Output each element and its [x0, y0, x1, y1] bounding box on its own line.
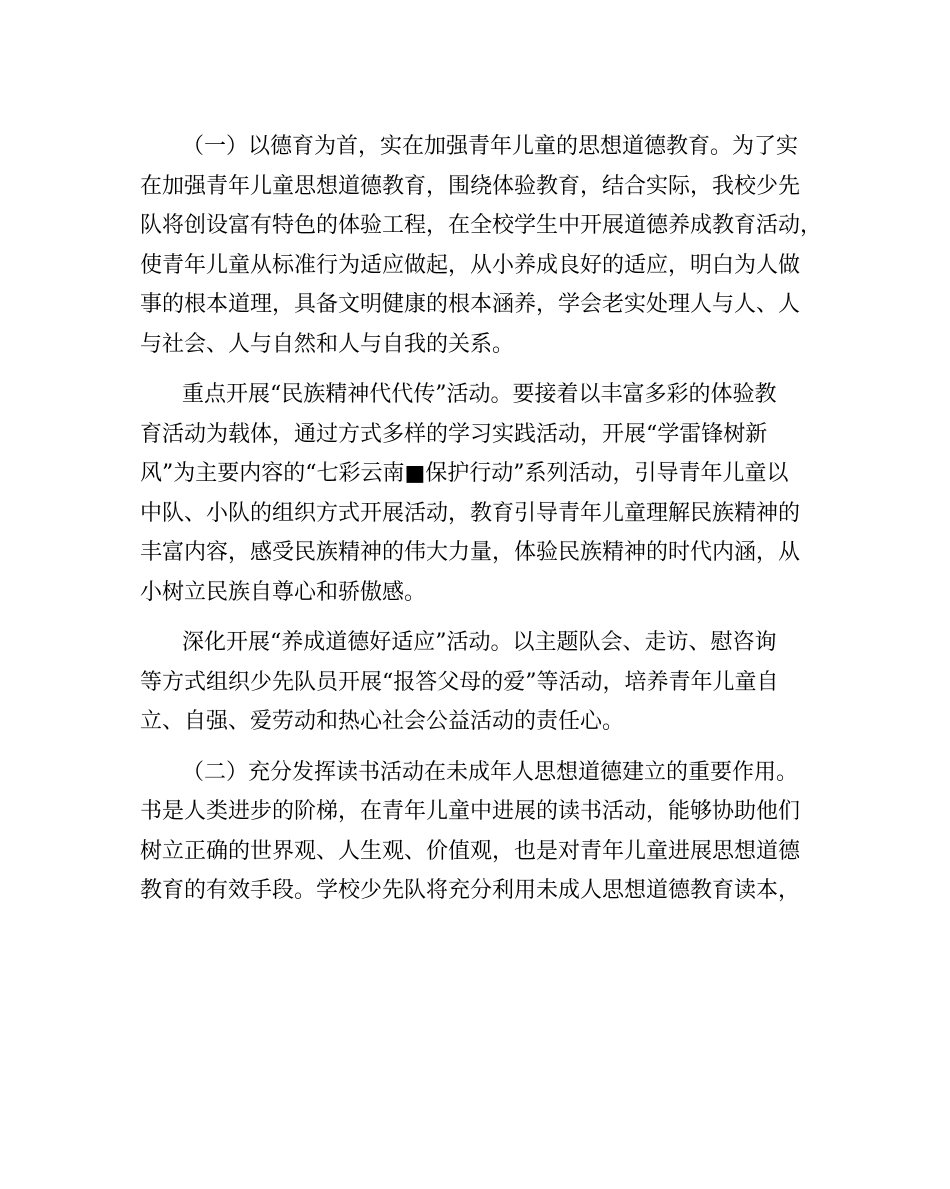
paragraph-gap: [140, 612, 820, 623]
paragraph-1: [140, 127, 823, 364]
paragraph-gap: [140, 742, 820, 753]
text-line: 使青年儿童从标准行为适应做起，从小养成良好的适应，明白为人做: [140, 252, 801, 278]
text-line: 育活动为载体，通过方式多样的学习实践活动，开展“学雷锋树新: [140, 421, 768, 447]
paragraph-4: [140, 753, 820, 911]
paragraph-2: [140, 375, 820, 612]
text-line: 小树立民族自尊心和骄傲感。: [140, 579, 427, 605]
text-line: 深化开展“养成道德好适应”活动。以主题队会、走访、慰咨询: [182, 630, 777, 655]
text-line: 书是人类进步的阶梯，在青年儿童中进展的读书活动，能够协助他们: [140, 799, 801, 824]
text-line: 树立正确的世界观、人生观、价值观，也是对青年儿童进展思想道德: [140, 838, 801, 864]
text-line: 教育的有效手段。学校少先队将充分利用未成人思想道德教育读本，: [140, 878, 801, 903]
text-line: 等方式组织少先队员开展“报答父母的爱”等活动，培养青年儿童自: [140, 669, 779, 695]
text-line: 队将创设富有特色的体验工程，在全校学生中开展道德养成教育活动，: [140, 213, 823, 238]
text-line: 事的根本道理，具备文明健康的根本涵养，学会老实处理人与人、人: [140, 292, 801, 317]
text-line: 风”为主要内容的“七彩云南■保护行动”系列活动，引导青年儿童以: [140, 461, 789, 486]
text-line: 中队、小队的组织方式开展活动，教育引导青年儿童理解民族精神的: [140, 500, 801, 526]
paragraph-3: [140, 623, 820, 742]
text-line: 立、自强、爱劳动和热心社会公益活动的责任心。: [140, 709, 625, 734]
body-text: [140, 127, 823, 911]
text-line: （二）充分发挥读书活动在未成年人思想道德建立的重要作用。: [182, 759, 799, 785]
text-line: 与社会、人与自然和人与自我的关系。: [140, 331, 515, 357]
text-line: 重点开展“民族精神代代传”活动。要接着以丰富多彩的体验教: [182, 382, 777, 407]
text-line: 在加强青年儿童思想道德教育，围绕体验教育，结合实际，我校少先: [140, 173, 801, 199]
paragraph-gap: [140, 364, 820, 375]
text-line: 丰富内容，感受民族精神的伟大力量，体验民族精神的时代内涵，从: [140, 540, 801, 565]
text-line: （一）以德育为首，实在加强青年儿童的思想道德教育。为了实: [182, 134, 799, 159]
